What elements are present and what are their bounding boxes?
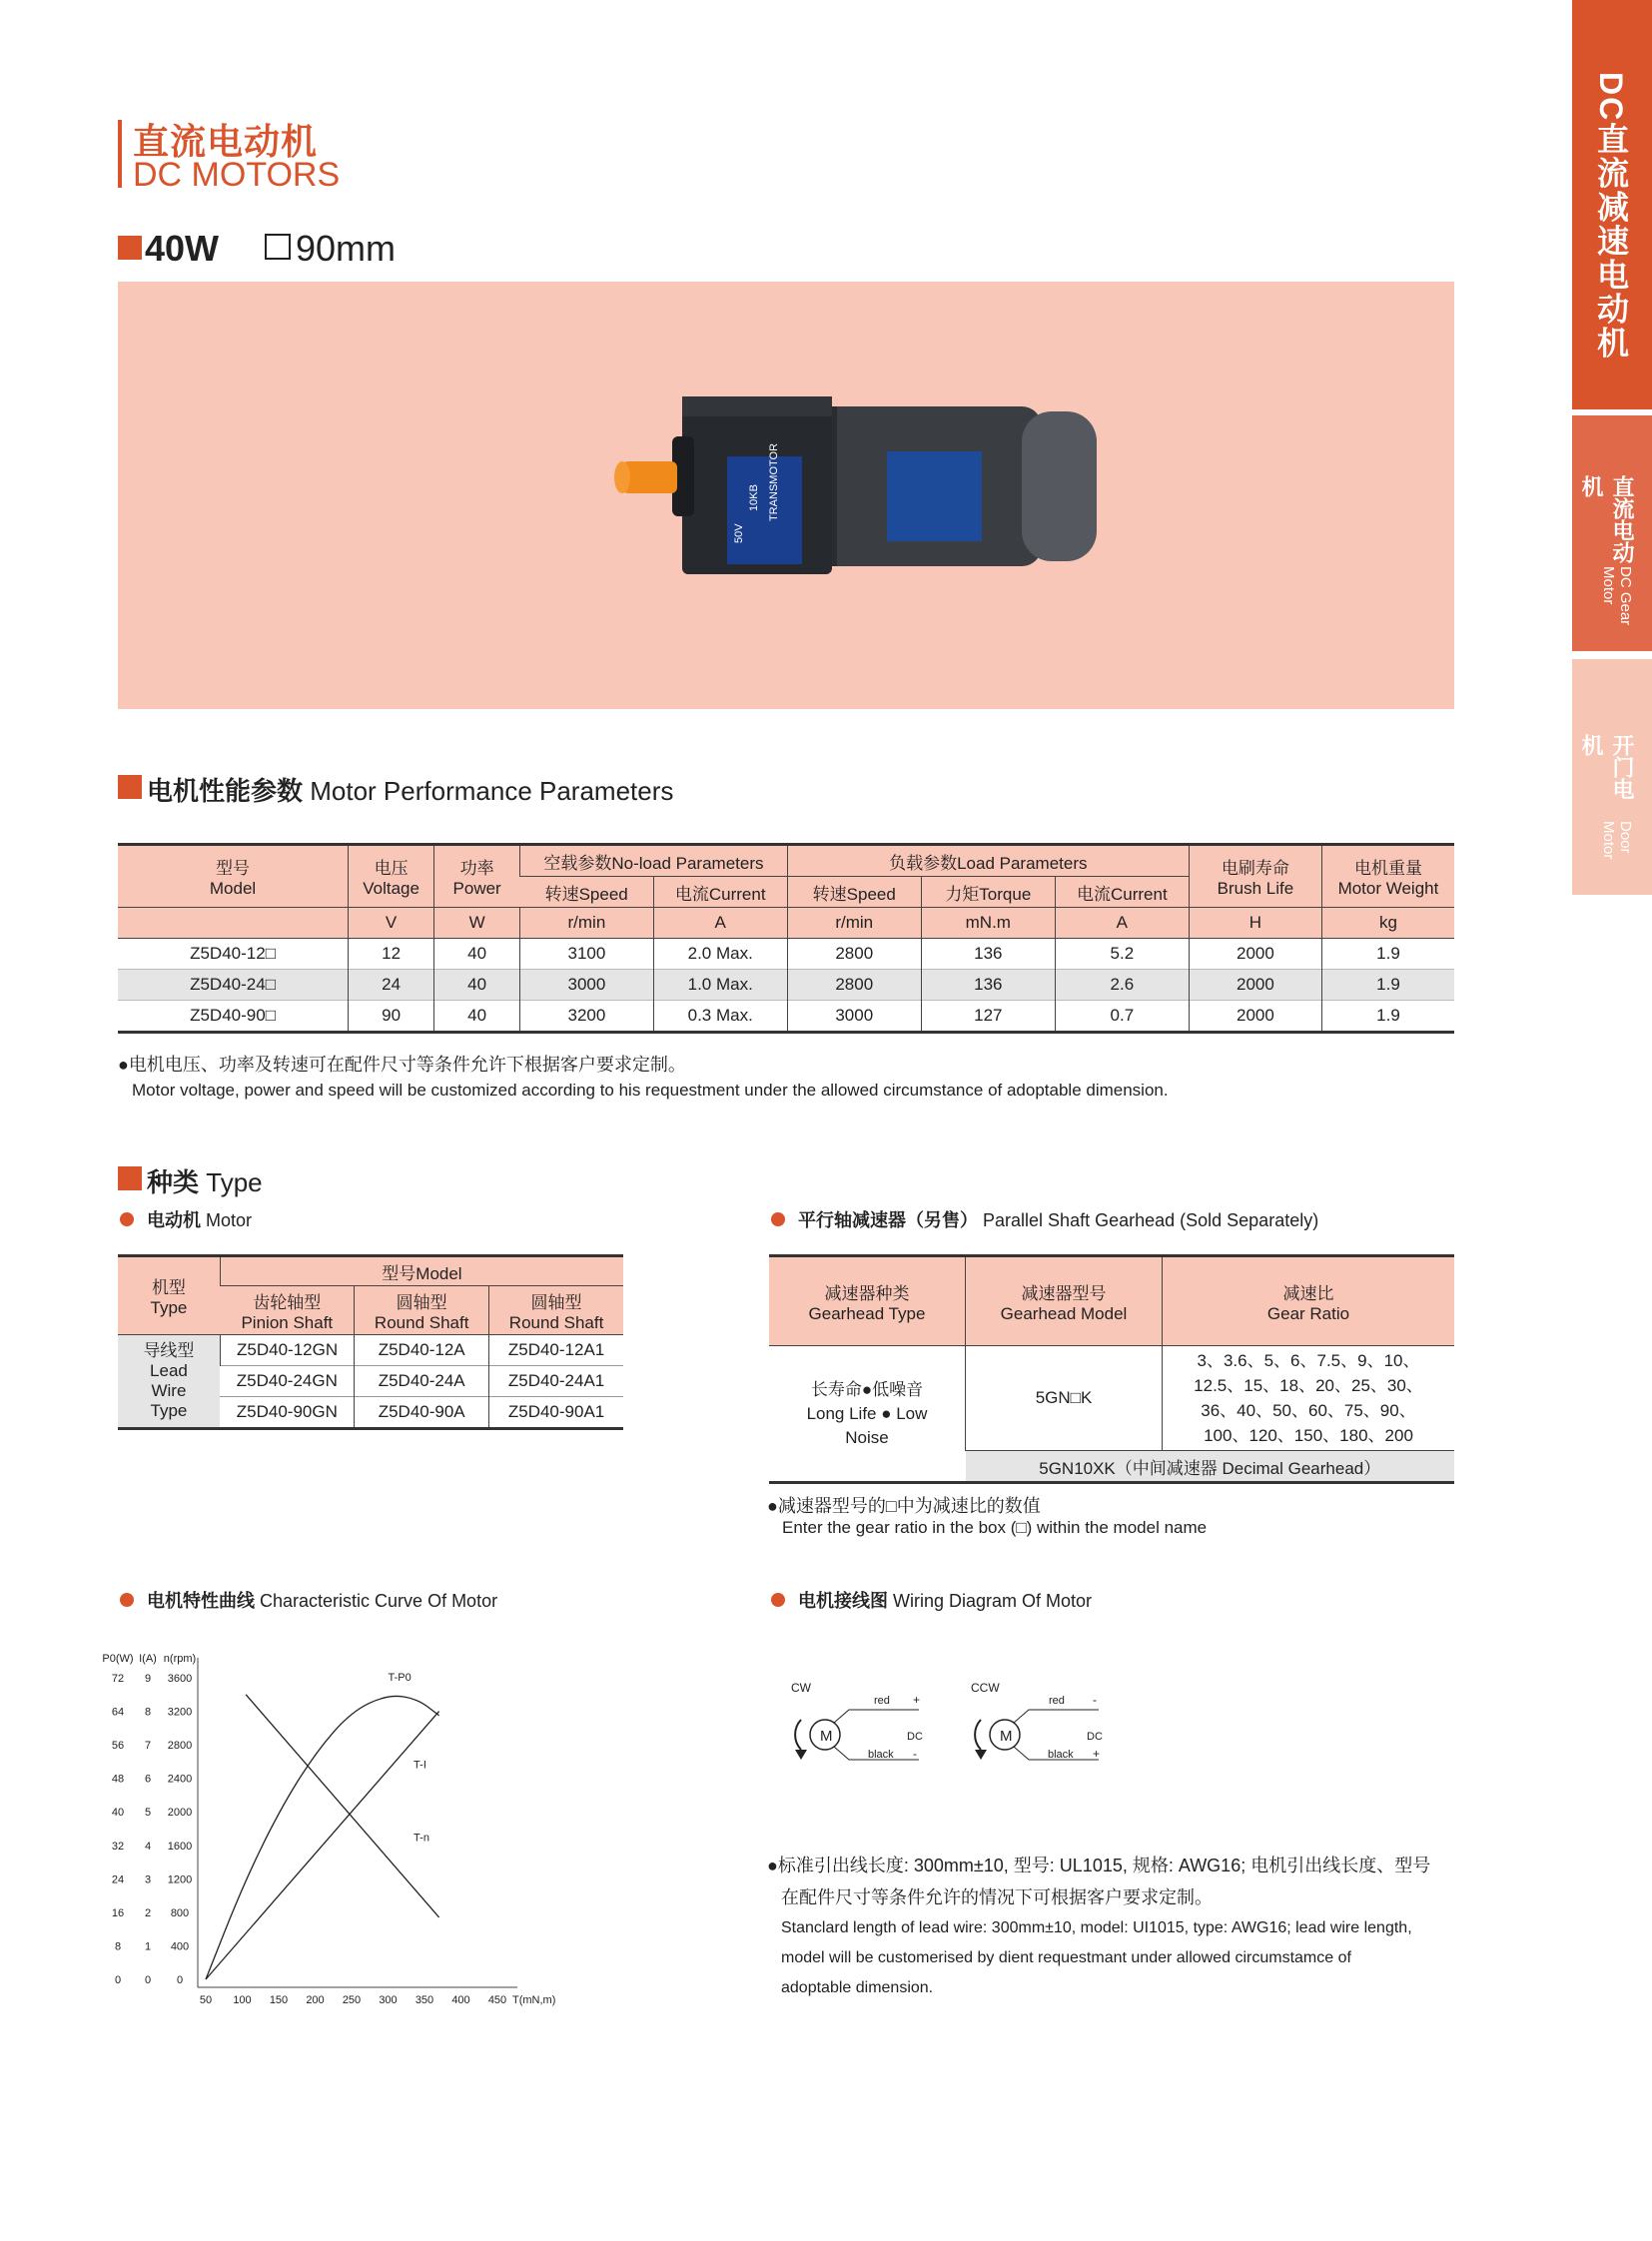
axis-tick-label: 8 [114, 1940, 122, 1953]
perf-col-load: 负载参数Load Parameters [787, 845, 1189, 877]
type-title-en: Type [206, 1167, 263, 1197]
perf-subcol-current: 电流Current [653, 877, 787, 908]
table-row [118, 1001, 1454, 1033]
x-tick-label: 50 [199, 1994, 213, 2006]
cell: 127 [921, 1001, 1055, 1033]
perf-subcol-speed: 转速Speed [787, 877, 921, 908]
perf-title-cn: 电机性能参数 [147, 776, 304, 806]
axis-tick-label: 1600 [167, 1840, 193, 1853]
table-row [118, 970, 1454, 1001]
cell: Z5D40-24□ [118, 970, 349, 1001]
cell: Z5D40-24A1 [489, 1366, 623, 1397]
cell: 2.6 [1055, 970, 1189, 1001]
unit-cell: kg [1321, 908, 1454, 939]
gearhead-type-cell: 长寿命●低噪音 Long Life ● Low Noise [806, 1379, 928, 1447]
cell: 3200 [520, 1001, 654, 1033]
unit-cell: A [653, 908, 787, 939]
section-marker-icon [118, 775, 142, 799]
cell: 24 [349, 970, 434, 1001]
wiring-cw [791, 1681, 923, 1761]
gear-ratio-header: 减速比 Gear Ratio [1163, 1256, 1455, 1346]
wire-sign: + [1093, 1747, 1101, 1761]
wiring-ccw [971, 1681, 1103, 1761]
gearhead-subtitle: 平行轴减速器（另售） Parallel Shaft Gearhead (Sold Separately) [798, 1210, 1319, 1230]
cell: Z5D40-12GN [220, 1335, 354, 1366]
wire-note [767, 1850, 1456, 2003]
axis-tick-label: 1200 [167, 1873, 193, 1886]
bullet-dot-icon [120, 1593, 134, 1607]
axis-tick-label: 0 [114, 1974, 122, 1986]
axis-label: P0(W) [102, 1653, 134, 1665]
x-axis-label: T(mN,m) [512, 1994, 556, 2006]
axis-tick-label: 2400 [167, 1773, 193, 1786]
characteristic-curve-chart [102, 1648, 637, 2007]
perf-note-cn: ●电机电压、功率及转速可在配件尺寸等条件允许下根据客户要求定制。 [118, 1055, 686, 1075]
cell: 1.9 [1321, 1001, 1454, 1033]
axis-tick-label: 800 [170, 1906, 190, 1919]
axis-tick-label: 400 [170, 1940, 190, 1953]
perf-units-row [118, 908, 1454, 939]
cell: 90 [349, 1001, 434, 1033]
gearhead-type-header: 减速器种类 Gearhead Type [808, 1283, 926, 1323]
cell: 136 [921, 939, 1055, 970]
axis-tick-label: 16 [111, 1906, 125, 1919]
wire-sign: - [1093, 1693, 1097, 1707]
motor-label-text: 50V [733, 523, 745, 543]
performance-table [118, 843, 1454, 1034]
gear-note-cn: ●减速器型号的□中为减速比的数值 [767, 1496, 1041, 1516]
axis-tick-label: 2000 [167, 1807, 193, 1820]
cell: 2.0 Max. [653, 939, 787, 970]
lead-wire-type-cell: 导线型 Lead Wire Type [118, 1335, 220, 1429]
type-section-title [147, 1162, 263, 1199]
motor-label-text: TRANSMOTOR [768, 442, 780, 521]
cell: 1.0 Max. [653, 970, 787, 1001]
perf-col-noload: 空载参数No-load Parameters [520, 845, 788, 877]
side-tab-dc-motor[interactable] [1572, 415, 1652, 651]
product-photo-panel [118, 282, 1454, 709]
axis-label: n(rpm) [163, 1653, 197, 1665]
axis-tick-label: 9 [144, 1673, 152, 1685]
col-pinion-shaft: 齿轮轴型 Pinion Shaft [241, 1292, 334, 1332]
series-label: T-I [413, 1759, 426, 1772]
unit-cell: H [1189, 908, 1321, 939]
axis-label: I(A) [139, 1653, 157, 1665]
table-row [118, 1335, 623, 1366]
wiring-diagram [779, 1668, 1139, 1778]
axis-tick-label: 1 [144, 1940, 152, 1953]
unit-cell: W [434, 908, 520, 939]
axis-tick-label: 24 [111, 1873, 125, 1886]
wire-black-label: black [1048, 1749, 1074, 1761]
perf-subcol-speed: 转速Speed [520, 877, 654, 908]
axis-tick-label: 2 [144, 1906, 152, 1919]
dc-label: DC [1087, 1731, 1103, 1743]
wire-note-cn2: 在配件尺寸等条件允许的情况下可根据客户要求定制。 [781, 1887, 1213, 1907]
gear-note-en: Enter the gear ratio in the box (□) within the model name [782, 1518, 1208, 1537]
curve-subtitle: 电机特性曲线 Characteristic Curve Of Motor [147, 1591, 498, 1611]
x-tick-label: 150 [269, 1994, 289, 2006]
col-round-shaft: 圆轴型 Round Shaft [355, 1286, 489, 1335]
motor-symbol: M [1000, 1728, 1013, 1745]
axis-tick-label: 7 [144, 1740, 152, 1753]
cell: 3000 [520, 970, 654, 1001]
page-title-cn: 直流电动机 [133, 121, 319, 162]
side-tab-dc-gear-motor[interactable] [1572, 0, 1652, 409]
cell: 2000 [1189, 1001, 1321, 1033]
wiring-cw-label: CW [791, 1681, 811, 1695]
side-tab-label-cn: 直流电动机 [1579, 475, 1635, 563]
axis-tick-label: 56 [111, 1740, 125, 1753]
side-tab-label-en: DC Gear Motor [1600, 566, 1634, 626]
wire-red-label: red [1049, 1695, 1065, 1707]
unit-cell: r/min [520, 908, 654, 939]
unit-cell: V [349, 908, 434, 939]
perf-subcol-current: 电流Current [1055, 877, 1189, 908]
title-accent-bar [118, 120, 122, 188]
series-line [206, 1696, 439, 1979]
cell: 40 [434, 1001, 520, 1033]
cell: Z5D40-12A1 [489, 1335, 623, 1366]
unit-cell: mN.m [921, 908, 1055, 939]
cell: 5.2 [1055, 939, 1189, 970]
cell: 136 [921, 970, 1055, 1001]
x-tick-label: 300 [379, 1994, 398, 2006]
x-tick-label: 350 [414, 1994, 434, 2006]
axis-tick-label: 64 [111, 1706, 125, 1719]
motor-label-text: 10KB [748, 484, 760, 511]
cell: Z5D40-12A [355, 1335, 489, 1366]
cell: 1.9 [1321, 939, 1454, 970]
gearhead-model-header: 减速器型号 Gearhead Model [966, 1256, 1163, 1346]
side-tab-label-en: Door Motor [1600, 820, 1634, 860]
axis-tick-label: 48 [111, 1773, 125, 1786]
dc-label: DC [907, 1731, 923, 1743]
cell: 12 [349, 939, 434, 970]
axis-tick-label: 0 [144, 1974, 152, 1986]
cell: Z5D40-24GN [236, 1371, 338, 1390]
side-tab-label: DC直流减速电动机 [1593, 72, 1629, 361]
axis-tick-label: 40 [111, 1807, 125, 1820]
cell: 40 [434, 970, 520, 1001]
cell: Z5D40-12□ [190, 944, 276, 963]
axis-tick-label: 5 [144, 1807, 152, 1820]
perf-col-voltage: 电压 Voltage [349, 845, 434, 908]
wiring-subtitle: 电机接线图 Wiring Diagram Of Motor [798, 1591, 1093, 1611]
axis-tick-label: 4 [144, 1840, 152, 1853]
cell: 1.9 [1321, 970, 1454, 1001]
axis-tick-label: 2800 [167, 1740, 193, 1753]
cell: Z5D40-90A [355, 1397, 489, 1429]
axis-tick-label: 72 [111, 1673, 125, 1685]
x-tick-label: 250 [342, 1994, 362, 2006]
wire-sign: + [913, 1693, 921, 1707]
spec-square-icon [118, 236, 142, 260]
series-line [206, 1712, 439, 1979]
axis-tick-label: 0 [176, 1974, 184, 1986]
cell: Z5D40-24A [355, 1366, 489, 1397]
wire-sign: - [913, 1747, 917, 1761]
x-tick-label: 450 [487, 1994, 507, 2006]
axis-tick-label: 3 [144, 1873, 152, 1886]
type-header: 机型 Type [118, 1256, 220, 1335]
side-tab-label-cn: 开门电机 [1579, 734, 1635, 800]
cell: 40 [434, 939, 520, 970]
x-tick-label: 400 [451, 1994, 470, 2006]
perf-col-power: 功率 Power [434, 845, 520, 908]
bullet-dot-icon [771, 1593, 785, 1607]
axis-tick-label: 8 [144, 1706, 152, 1719]
cell: 2000 [1189, 970, 1321, 1001]
col-round-shaft: 圆轴型 Round Shaft [489, 1286, 623, 1335]
wire-note-en1: Stanclard length of lead wire: 300mm±10, model: UI1015, type: AWG16; lead wire length, [781, 1919, 1412, 1936]
cell: 2000 [1189, 939, 1321, 970]
perf-subcol-torque: 力矩Torque [921, 877, 1055, 908]
cell: Z5D40-90□ [190, 1006, 276, 1025]
series-label: T-P0 [388, 1671, 412, 1684]
section-marker-icon [118, 1166, 142, 1190]
series-line [246, 1695, 438, 1917]
bullet-dot-icon [120, 1212, 134, 1226]
x-tick-label: 100 [233, 1994, 252, 2006]
axis-tick-label: 3600 [167, 1673, 193, 1685]
axis-tick-label: 6 [144, 1773, 152, 1786]
cell: 0.3 Max. [653, 1001, 787, 1033]
bullet-dot-icon [771, 1212, 785, 1226]
perf-col-brush: 电刷寿命 Brush Life [1189, 845, 1321, 908]
x-tick-label: 200 [306, 1994, 325, 2006]
cell: Z5D40-90GN [236, 1402, 338, 1421]
square-frame-icon [265, 234, 291, 260]
cell: 0.7 [1055, 1001, 1189, 1033]
gearhead-table [769, 1254, 1454, 1484]
axis-tick-label: 3200 [167, 1706, 193, 1719]
perf-note-en: Motor voltage, power and speed will be customized according to his requestment under the allowed circumstance of adoptable dimension. [132, 1081, 1169, 1100]
motor-type-table [118, 1254, 623, 1430]
perf-section-title [147, 771, 673, 808]
side-tab-door-motor[interactable] [1572, 659, 1652, 895]
unit-cell: r/min [787, 908, 921, 939]
wire-note-en3: adoptable dimension. [781, 1979, 934, 1996]
spec-size: 90mm [296, 228, 397, 269]
page-title-en: DC MOTORS [133, 156, 341, 194]
perf-title-en: Motor Performance Parameters [310, 776, 674, 806]
perf-col-weight: 电机重量 Motor Weight [1321, 845, 1454, 908]
motor-subtitle: 电动机 Motor [147, 1210, 253, 1230]
wire-note-cn1: ●标准引出线长度: 300mm±10, 型号: UL1015, 规格: AWG16; 电机引出线长度、型号 [767, 1856, 1431, 1875]
gear-ratio-cell: 3、3.6、5、6、7.5、9、10、 12.5、15、18、20、25、30、 36、40、50、60、75、90、 100、120、150、180、200 [1163, 1346, 1455, 1451]
table-row [118, 939, 1454, 970]
cell: 3000 [787, 1001, 921, 1033]
decimal-gearhead-cell: 5GN10XK（中间减速器 Decimal Gearhead） [966, 1451, 1455, 1483]
perf-col-model: 型号 Model [118, 845, 349, 908]
type-title-cn: 种类 [147, 1167, 200, 1197]
wiring-ccw-label: CCW [971, 1681, 1000, 1695]
axis-tick-label: 32 [111, 1840, 125, 1853]
series-label: T-n [413, 1832, 429, 1845]
unit-cell: A [1055, 908, 1189, 939]
cell: 2800 [787, 970, 921, 1001]
cell: 3100 [520, 939, 654, 970]
gear-motor-illustration [118, 282, 1454, 709]
wire-red-label: red [874, 1695, 890, 1707]
cell: 2800 [787, 939, 921, 970]
model-header: 型号Model [220, 1256, 623, 1286]
motor-symbol: M [820, 1728, 833, 1745]
gearhead-model-cell: 5GN□K [966, 1346, 1163, 1451]
wire-black-label: black [868, 1749, 894, 1761]
spec-power: 40W [145, 228, 220, 269]
wire-note-en2: model will be customerised by dient requestmant under allowed circumstamce of [781, 1949, 1351, 1966]
cell: Z5D40-90A1 [489, 1397, 623, 1429]
